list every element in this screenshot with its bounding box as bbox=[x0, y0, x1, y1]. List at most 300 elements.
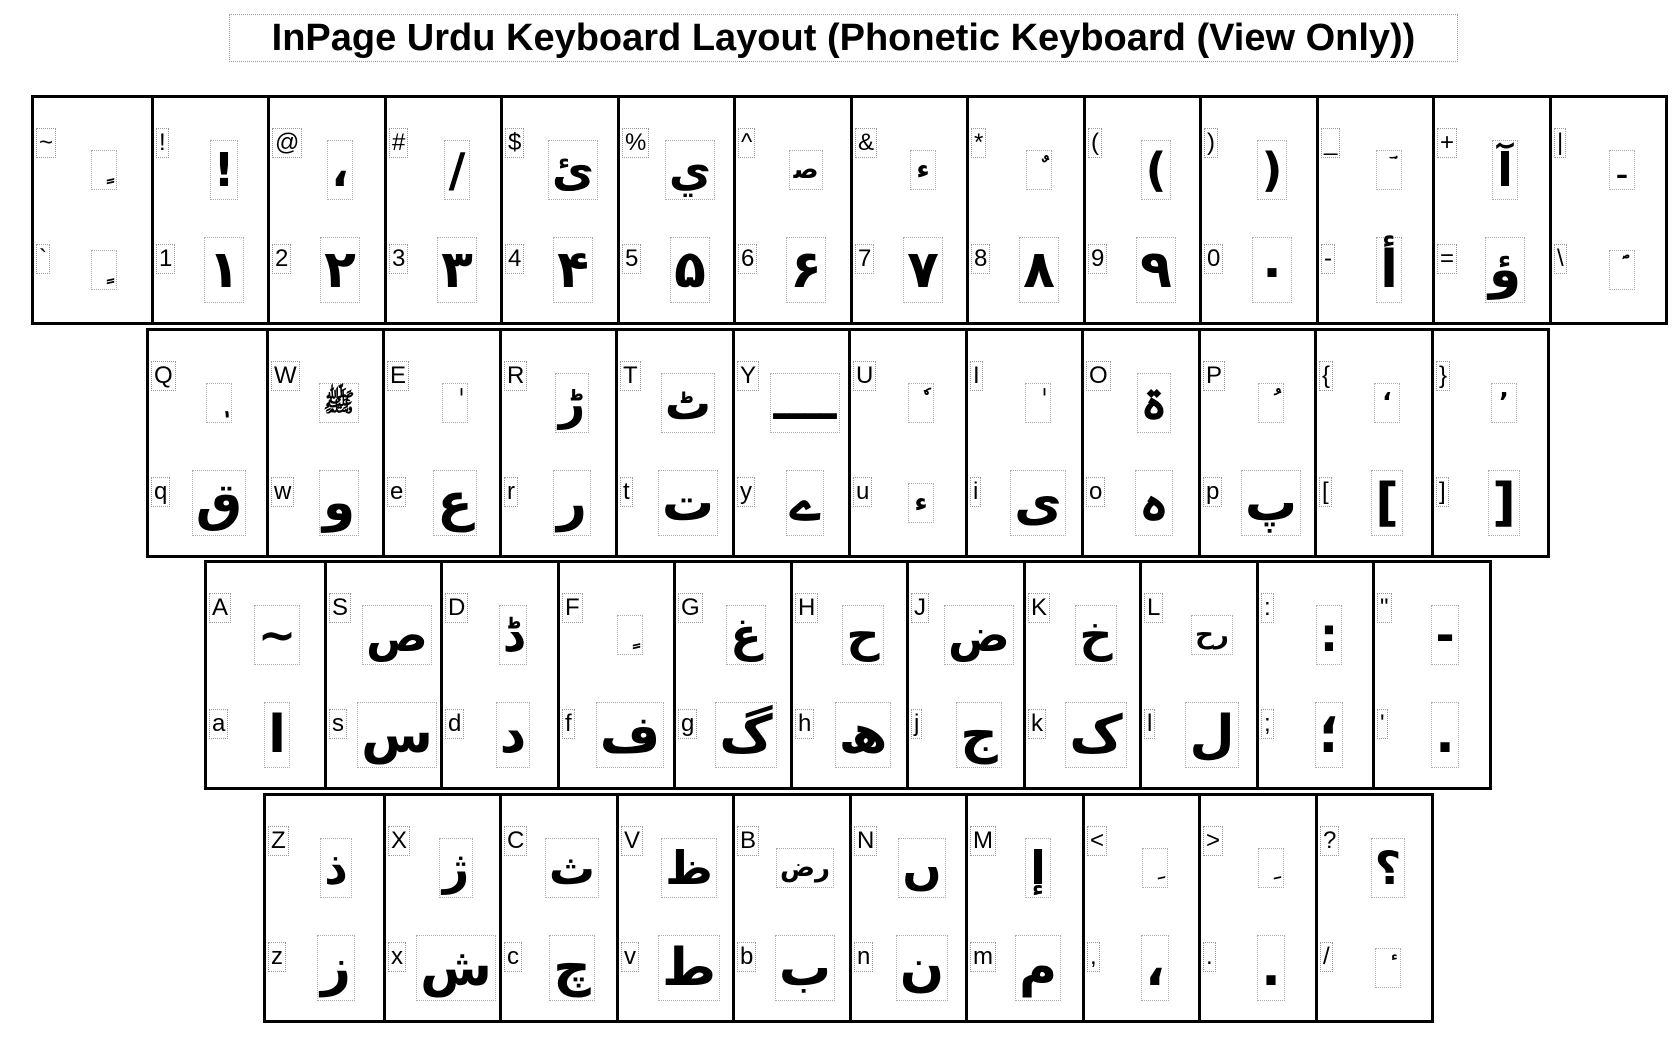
key-base-urdu-box bbox=[648, 451, 728, 555]
key-0-4[interactable] bbox=[500, 98, 616, 322]
key-base-label: h bbox=[795, 709, 814, 739]
key-base-urdu-box bbox=[1056, 683, 1136, 787]
key-base-label: 6 bbox=[738, 244, 757, 274]
key-shift-label: S bbox=[329, 593, 351, 623]
key-shift-label: D bbox=[445, 593, 468, 623]
key-shift-urdu-box bbox=[1348, 822, 1428, 914]
key-base-label: p bbox=[1203, 477, 1222, 507]
key-base-urdu: ش bbox=[416, 935, 496, 1001]
key-base-urdu: ج bbox=[956, 702, 1001, 768]
key-base-urdu-box bbox=[237, 683, 317, 787]
key-base-label: z bbox=[268, 942, 286, 972]
key-base-label: 2 bbox=[272, 244, 291, 274]
key-shift-urdu: ص bbox=[362, 605, 432, 665]
key-base-label: 7 bbox=[855, 244, 874, 274]
key-base-urdu-box bbox=[300, 218, 380, 322]
key-3-1[interactable] bbox=[383, 796, 499, 1020]
key-shift-label: { bbox=[1319, 361, 1333, 391]
key-base-urdu-box bbox=[766, 218, 846, 322]
key-base-urdu: ی bbox=[1010, 470, 1066, 536]
key-base-urdu: ؛ bbox=[1315, 702, 1344, 768]
key-base-urdu: ک bbox=[1065, 702, 1126, 768]
key-shift-urdu-box bbox=[939, 589, 1019, 681]
key-base-label: w bbox=[271, 477, 294, 507]
key-base-urdu: . bbox=[1257, 935, 1285, 1001]
key-0-8[interactable] bbox=[966, 98, 1082, 322]
key-1-10[interactable] bbox=[1314, 331, 1430, 555]
key-base-urdu: أ bbox=[1376, 237, 1402, 303]
key-base-urdu-box bbox=[532, 916, 612, 1020]
key-base-urdu-box bbox=[1114, 451, 1194, 555]
key-shift-urdu: ﷺ bbox=[319, 383, 358, 423]
key-shift-label: N bbox=[854, 826, 877, 856]
key-base-urdu: م bbox=[1015, 935, 1061, 1001]
key-1-7[interactable] bbox=[965, 331, 1081, 555]
key-base-label: ' bbox=[1377, 709, 1388, 739]
key-shift-urdu: ‘ bbox=[1374, 383, 1400, 423]
key-base-urdu-box bbox=[1289, 683, 1369, 787]
key-1-0[interactable] bbox=[149, 331, 265, 555]
key-shift-urdu: ث bbox=[545, 838, 599, 898]
key-0-10[interactable] bbox=[1199, 98, 1315, 322]
key-shift-label: U bbox=[853, 361, 876, 391]
key-shift-urdu: : bbox=[1316, 605, 1342, 665]
key-shift-label: P bbox=[1203, 361, 1225, 391]
key-base-label: m bbox=[970, 942, 996, 972]
key-shift-urdu: ) bbox=[1257, 140, 1286, 200]
key-shift-label: $ bbox=[505, 128, 524, 158]
key-shift-label: F bbox=[562, 593, 583, 623]
key-base-urdu: پ bbox=[1241, 470, 1301, 536]
key-2-2[interactable] bbox=[440, 563, 556, 787]
page-title: InPage Urdu Keyboard Layout (Phonetic Keyboard (View Only)) bbox=[229, 14, 1458, 62]
key-base-urdu: ن bbox=[896, 935, 948, 1001]
key-shift-urdu: - bbox=[1431, 605, 1458, 665]
key-shift-urdu-box bbox=[1115, 822, 1195, 914]
key-base-label: - bbox=[1321, 244, 1335, 274]
key-shift-urdu-box bbox=[883, 124, 963, 216]
key-shift-urdu: ض bbox=[944, 605, 1014, 665]
key-base-urdu-box bbox=[532, 451, 612, 555]
key-shift-urdu bbox=[1026, 150, 1052, 190]
key-row-4 bbox=[263, 793, 1434, 1023]
key-base-urdu: ط bbox=[658, 935, 720, 1001]
key-3-9[interactable] bbox=[1315, 796, 1431, 1020]
key-shift-urdu: ٹ bbox=[661, 373, 715, 433]
key-base-urdu bbox=[1609, 250, 1635, 290]
key-base-label: x bbox=[388, 942, 406, 972]
key-shift-label: > bbox=[1203, 826, 1223, 856]
key-shift-urdu: ذ bbox=[320, 838, 352, 898]
key-base-urdu: ب bbox=[775, 935, 835, 1001]
key-shift-urdu: رح bbox=[1191, 615, 1233, 655]
key-shift-urdu-box bbox=[184, 124, 264, 216]
key-1-3[interactable] bbox=[499, 331, 615, 555]
key-shift-label: J bbox=[911, 593, 929, 623]
key-base-label: 9 bbox=[1088, 244, 1107, 274]
key-shift-urdu-box bbox=[415, 357, 495, 449]
key-shift-urdu bbox=[1258, 848, 1284, 888]
key-base-label: 8 bbox=[971, 244, 990, 274]
key-base-urdu: ] bbox=[1488, 470, 1520, 536]
key-base-urdu: [ bbox=[1371, 470, 1403, 536]
key-base-urdu-box bbox=[765, 916, 845, 1020]
key-base-label: / bbox=[1320, 942, 1333, 972]
key-shift-label: L bbox=[1144, 593, 1163, 623]
key-shift-urdu-box bbox=[1231, 822, 1311, 914]
key-1-11[interactable] bbox=[1431, 331, 1547, 555]
key-base-urdu: ۸ bbox=[1019, 237, 1059, 303]
key-base-label: e bbox=[387, 477, 406, 507]
key-base-label: a bbox=[209, 709, 228, 739]
key-base-urdu bbox=[1375, 948, 1401, 988]
key-base-urdu-box bbox=[1348, 916, 1428, 1020]
key-shift-urdu-box bbox=[1405, 589, 1485, 681]
key-base-urdu-box bbox=[296, 916, 376, 1020]
key-shift-urdu: ڑ bbox=[555, 373, 589, 433]
key-shift-label: # bbox=[389, 128, 408, 158]
key-shift-label: B bbox=[737, 826, 759, 856]
key-shift-label: ! bbox=[156, 128, 169, 158]
key-base-label: f bbox=[562, 709, 575, 739]
key-shift-urdu-box bbox=[300, 124, 380, 216]
key-0-13[interactable] bbox=[1549, 98, 1665, 322]
key-base-label: j bbox=[911, 709, 922, 739]
key-base-urdu-box bbox=[299, 451, 379, 555]
key-base-label: [ bbox=[1319, 477, 1332, 507]
key-shift-urdu-box bbox=[237, 589, 317, 681]
key-shift-label: | bbox=[1554, 128, 1566, 158]
key-shift-urdu-box bbox=[299, 357, 379, 449]
key-base-urdu-box bbox=[1465, 218, 1545, 322]
key-2-5[interactable] bbox=[790, 563, 906, 787]
key-base-label: ` bbox=[36, 244, 50, 274]
key-0-6[interactable] bbox=[733, 98, 849, 322]
key-base-urdu-box bbox=[706, 683, 786, 787]
key-0-2[interactable] bbox=[267, 98, 383, 322]
key-shift-urdu-box bbox=[473, 589, 553, 681]
key-2-1[interactable] bbox=[324, 563, 440, 787]
key-base-urdu-box bbox=[649, 916, 729, 1020]
key-base-urdu-box bbox=[1116, 218, 1196, 322]
key-3-3[interactable] bbox=[616, 796, 732, 1020]
key-base-urdu-box bbox=[1231, 451, 1311, 555]
key-3-2[interactable] bbox=[499, 796, 615, 1020]
key-3-4[interactable] bbox=[732, 796, 848, 1020]
key-shift-urdu bbox=[442, 383, 468, 423]
key-shift-urdu-box bbox=[766, 124, 846, 216]
key-shift-urdu: ـ bbox=[1609, 150, 1635, 190]
key-shift-label: ? bbox=[1320, 826, 1339, 856]
key-shift-label: I bbox=[970, 361, 983, 391]
key-shift-label: W bbox=[271, 361, 300, 391]
key-shift-label: O bbox=[1086, 361, 1111, 391]
key-base-urdu: ت bbox=[658, 470, 718, 536]
key-shift-urdu: ظ bbox=[661, 838, 717, 898]
key-base-urdu: ھ bbox=[835, 702, 892, 768]
key-base-urdu-box bbox=[1349, 218, 1429, 322]
key-base-urdu-box bbox=[533, 218, 613, 322]
key-shift-urdu-box bbox=[765, 822, 845, 914]
key-shift-label: T bbox=[620, 361, 641, 391]
key-shift-urdu: ! bbox=[210, 140, 239, 200]
key-row-3 bbox=[204, 560, 1492, 790]
key-base-label: b bbox=[737, 942, 756, 972]
key-base-label: , bbox=[1087, 942, 1100, 972]
key-shift-urdu-box bbox=[1289, 589, 1369, 681]
key-shift-label: M bbox=[970, 826, 996, 856]
key-base-urdu: ۹ bbox=[1136, 237, 1176, 303]
key-base-urdu: گ bbox=[715, 702, 776, 768]
key-base-urdu: س bbox=[357, 702, 437, 768]
key-base-urdu: ل bbox=[1185, 702, 1238, 768]
key-2-8[interactable] bbox=[1139, 563, 1255, 787]
key-3-8[interactable] bbox=[1198, 796, 1314, 1020]
key-0-11[interactable] bbox=[1316, 98, 1432, 322]
key-shift-urdu: ( bbox=[1141, 140, 1170, 200]
key-base-urdu: ۴ bbox=[553, 237, 593, 303]
key-base-label: ] bbox=[1436, 477, 1449, 507]
key-shift-urdu-box bbox=[532, 357, 612, 449]
key-shift-urdu-box bbox=[1347, 357, 1427, 449]
key-base-urdu-box bbox=[998, 451, 1078, 555]
key-3-6[interactable] bbox=[965, 796, 1081, 1020]
key-base-urdu: د bbox=[496, 702, 531, 768]
key-shift-urdu: ۃ bbox=[1137, 373, 1172, 433]
key-shift-urdu-box bbox=[533, 124, 613, 216]
key-base-urdu-box bbox=[1172, 683, 1252, 787]
key-0-5[interactable] bbox=[617, 98, 733, 322]
key-base-label: . bbox=[1203, 942, 1216, 972]
key-2-3[interactable] bbox=[557, 563, 673, 787]
key-2-4[interactable] bbox=[673, 563, 789, 787]
key-shift-urdu: ئ bbox=[548, 140, 598, 200]
key-shift-urdu: ء bbox=[910, 150, 936, 190]
key-base-label: \ bbox=[1554, 244, 1567, 274]
key-base-urdu-box bbox=[1115, 916, 1195, 1020]
key-shift-urdu-box bbox=[1465, 124, 1545, 216]
key-2-9[interactable] bbox=[1256, 563, 1372, 787]
key-shift-urdu: ﺻ bbox=[789, 150, 822, 190]
key-0-7[interactable] bbox=[850, 98, 966, 322]
key-shift-urdu-box bbox=[1116, 124, 1196, 216]
key-base-label: n bbox=[854, 942, 873, 972]
key-base-urdu: ے bbox=[786, 470, 824, 536]
key-base-urdu: ف bbox=[596, 702, 664, 768]
key-base-label: t bbox=[620, 477, 633, 507]
key-base-urdu-box bbox=[650, 218, 730, 322]
key-base-label: = bbox=[1437, 244, 1457, 274]
key-0-1[interactable] bbox=[151, 98, 267, 322]
key-base-label: k bbox=[1028, 709, 1046, 739]
key-shift-urdu-box bbox=[64, 124, 144, 216]
key-base-label: 4 bbox=[505, 244, 524, 274]
key-base-urdu: ۱ bbox=[204, 237, 244, 303]
key-shift-urdu: ــــ bbox=[770, 373, 841, 433]
key-shift-label: K bbox=[1028, 593, 1050, 623]
key-shift-label: + bbox=[1437, 128, 1457, 158]
key-base-urdu: ۵ bbox=[670, 237, 710, 303]
key-1-5[interactable] bbox=[732, 331, 848, 555]
key-1-9[interactable] bbox=[1198, 331, 1314, 555]
key-shift-urdu-box bbox=[1056, 589, 1136, 681]
key-0-0[interactable] bbox=[34, 98, 150, 322]
key-1-6[interactable] bbox=[848, 331, 964, 555]
key-shift-urdu-box bbox=[590, 589, 670, 681]
key-shift-urdu-box bbox=[999, 124, 1079, 216]
key-shift-urdu-box bbox=[648, 357, 728, 449]
key-base-urdu: ہ bbox=[1135, 470, 1173, 536]
key-base-urdu: ، bbox=[1141, 935, 1169, 1001]
key-base-urdu-box bbox=[184, 218, 264, 322]
key-shift-urdu bbox=[1025, 383, 1051, 423]
key-3-5[interactable] bbox=[849, 796, 965, 1020]
key-base-urdu-box bbox=[765, 451, 845, 555]
key-base-urdu-box bbox=[1464, 451, 1544, 555]
key-shift-urdu-box bbox=[1114, 357, 1194, 449]
key-shift-urdu bbox=[617, 615, 643, 655]
key-base-urdu: ق bbox=[192, 470, 247, 536]
key-base-urdu: . bbox=[1431, 702, 1459, 768]
key-shift-urdu-box bbox=[417, 124, 497, 216]
key-shift-urdu-box bbox=[649, 822, 729, 914]
key-base-urdu-box bbox=[415, 451, 495, 555]
key-shift-label: ^ bbox=[738, 128, 755, 158]
key-shift-urdu-box bbox=[998, 822, 1078, 914]
key-base-urdu bbox=[91, 250, 117, 290]
key-0-3[interactable] bbox=[384, 98, 500, 322]
key-base-label: v bbox=[621, 942, 639, 972]
key-shift-label: % bbox=[622, 128, 649, 158]
key-base-label: y bbox=[737, 477, 755, 507]
key-shift-urdu: ں bbox=[898, 838, 945, 898]
key-shift-urdu: إ bbox=[1025, 838, 1051, 898]
key-shift-urdu: ؟ bbox=[1371, 838, 1406, 898]
key-2-0[interactable] bbox=[207, 563, 323, 787]
key-shift-urdu-box bbox=[1582, 124, 1662, 216]
key-base-label: 1 bbox=[156, 244, 175, 274]
key-2-7[interactable] bbox=[1023, 563, 1139, 787]
key-3-7[interactable] bbox=[1082, 796, 1198, 1020]
key-shift-label: ~ bbox=[36, 128, 56, 158]
key-shift-label: E bbox=[387, 361, 409, 391]
key-shift-label: Q bbox=[151, 361, 176, 391]
key-base-label: i bbox=[970, 477, 981, 507]
key-base-urdu-box bbox=[473, 683, 553, 787]
key-base-label: d bbox=[445, 709, 464, 739]
key-shift-urdu: غ bbox=[726, 605, 765, 665]
key-1-1[interactable] bbox=[266, 331, 382, 555]
key-shift-urdu bbox=[1376, 150, 1402, 190]
key-base-urdu: ع bbox=[433, 470, 477, 536]
key-shift-urdu: ~ bbox=[254, 605, 301, 665]
key-shift-urdu-box bbox=[998, 357, 1078, 449]
key-shift-urdu bbox=[1258, 383, 1284, 423]
key-base-urdu-box bbox=[1405, 683, 1485, 787]
key-shift-urdu: ڈ bbox=[499, 605, 527, 665]
key-shift-urdu: ح bbox=[842, 605, 883, 665]
key-base-label: 0 bbox=[1204, 244, 1223, 274]
key-base-urdu: ۶ bbox=[786, 237, 826, 303]
key-base-urdu-box bbox=[417, 218, 497, 322]
key-shift-label: H bbox=[795, 593, 818, 623]
key-shift-label: _ bbox=[1321, 128, 1340, 158]
key-shift-urdu-box bbox=[296, 822, 376, 914]
key-base-urdu-box bbox=[882, 916, 962, 1020]
key-base-label: o bbox=[1086, 477, 1105, 507]
key-0-12[interactable] bbox=[1432, 98, 1548, 322]
key-2-6[interactable] bbox=[906, 563, 1022, 787]
key-base-urdu-box bbox=[1582, 218, 1662, 322]
key-shift-label: ( bbox=[1088, 128, 1102, 158]
key-shift-urdu bbox=[206, 383, 232, 423]
key-shift-label: & bbox=[855, 128, 877, 158]
key-shift-label: Y bbox=[737, 361, 759, 391]
key-base-urdu: ز bbox=[317, 935, 355, 1001]
key-3-0[interactable] bbox=[266, 796, 382, 1020]
key-shift-label: } bbox=[1436, 361, 1450, 391]
key-shift-urdu bbox=[91, 150, 117, 190]
key-base-urdu-box bbox=[1231, 916, 1311, 1020]
key-base-urdu: ۲ bbox=[320, 237, 360, 303]
key-base-urdu: چ bbox=[549, 935, 594, 1001]
key-base-urdu: ء bbox=[908, 483, 934, 523]
key-base-label: s bbox=[329, 709, 347, 739]
key-shift-urdu-box bbox=[1172, 589, 1252, 681]
key-shift-label: C bbox=[504, 826, 527, 856]
key-shift-urdu: ي bbox=[665, 140, 715, 200]
key-1-2[interactable] bbox=[382, 331, 498, 555]
key-base-urdu: ۷ bbox=[903, 237, 943, 303]
key-0-9[interactable] bbox=[1083, 98, 1199, 322]
key-shift-label: R bbox=[504, 361, 527, 391]
key-base-urdu-box bbox=[590, 683, 670, 787]
key-shift-urdu-box bbox=[823, 589, 903, 681]
key-base-urdu-box bbox=[881, 451, 961, 555]
key-shift-urdu-box bbox=[650, 124, 730, 216]
key-1-4[interactable] bbox=[615, 331, 731, 555]
key-shift-urdu: / bbox=[444, 140, 470, 200]
key-shift-urdu: ، bbox=[327, 140, 353, 200]
key-1-8[interactable] bbox=[1081, 331, 1197, 555]
key-base-label: g bbox=[678, 709, 697, 739]
key-base-urdu-box bbox=[999, 218, 1079, 322]
key-base-urdu-box bbox=[1347, 451, 1427, 555]
key-base-urdu: و bbox=[319, 470, 359, 536]
key-base-label: ; bbox=[1261, 709, 1274, 739]
key-base-urdu-box bbox=[64, 218, 144, 322]
key-shift-urdu: ’ bbox=[1491, 383, 1517, 423]
key-shift-label: < bbox=[1087, 826, 1107, 856]
key-shift-urdu: آ bbox=[1492, 140, 1518, 200]
key-base-urdu-box bbox=[179, 451, 259, 555]
key-2-10[interactable] bbox=[1372, 563, 1488, 787]
key-shift-label: A bbox=[209, 593, 231, 623]
key-shift-urdu-box bbox=[1231, 357, 1311, 449]
key-shift-urdu-box bbox=[416, 822, 496, 914]
key-base-urdu-box bbox=[939, 683, 1019, 787]
key-shift-urdu-box bbox=[532, 822, 612, 914]
key-shift-label: @ bbox=[272, 128, 302, 158]
key-shift-label: Z bbox=[268, 826, 289, 856]
key-row-2 bbox=[146, 328, 1550, 558]
key-base-label: r bbox=[504, 477, 518, 507]
key-shift-label: " bbox=[1377, 593, 1392, 623]
key-base-urdu-box bbox=[998, 916, 1078, 1020]
key-shift-label: * bbox=[971, 128, 986, 158]
key-shift-urdu-box bbox=[1464, 357, 1544, 449]
key-row-1 bbox=[31, 95, 1668, 325]
